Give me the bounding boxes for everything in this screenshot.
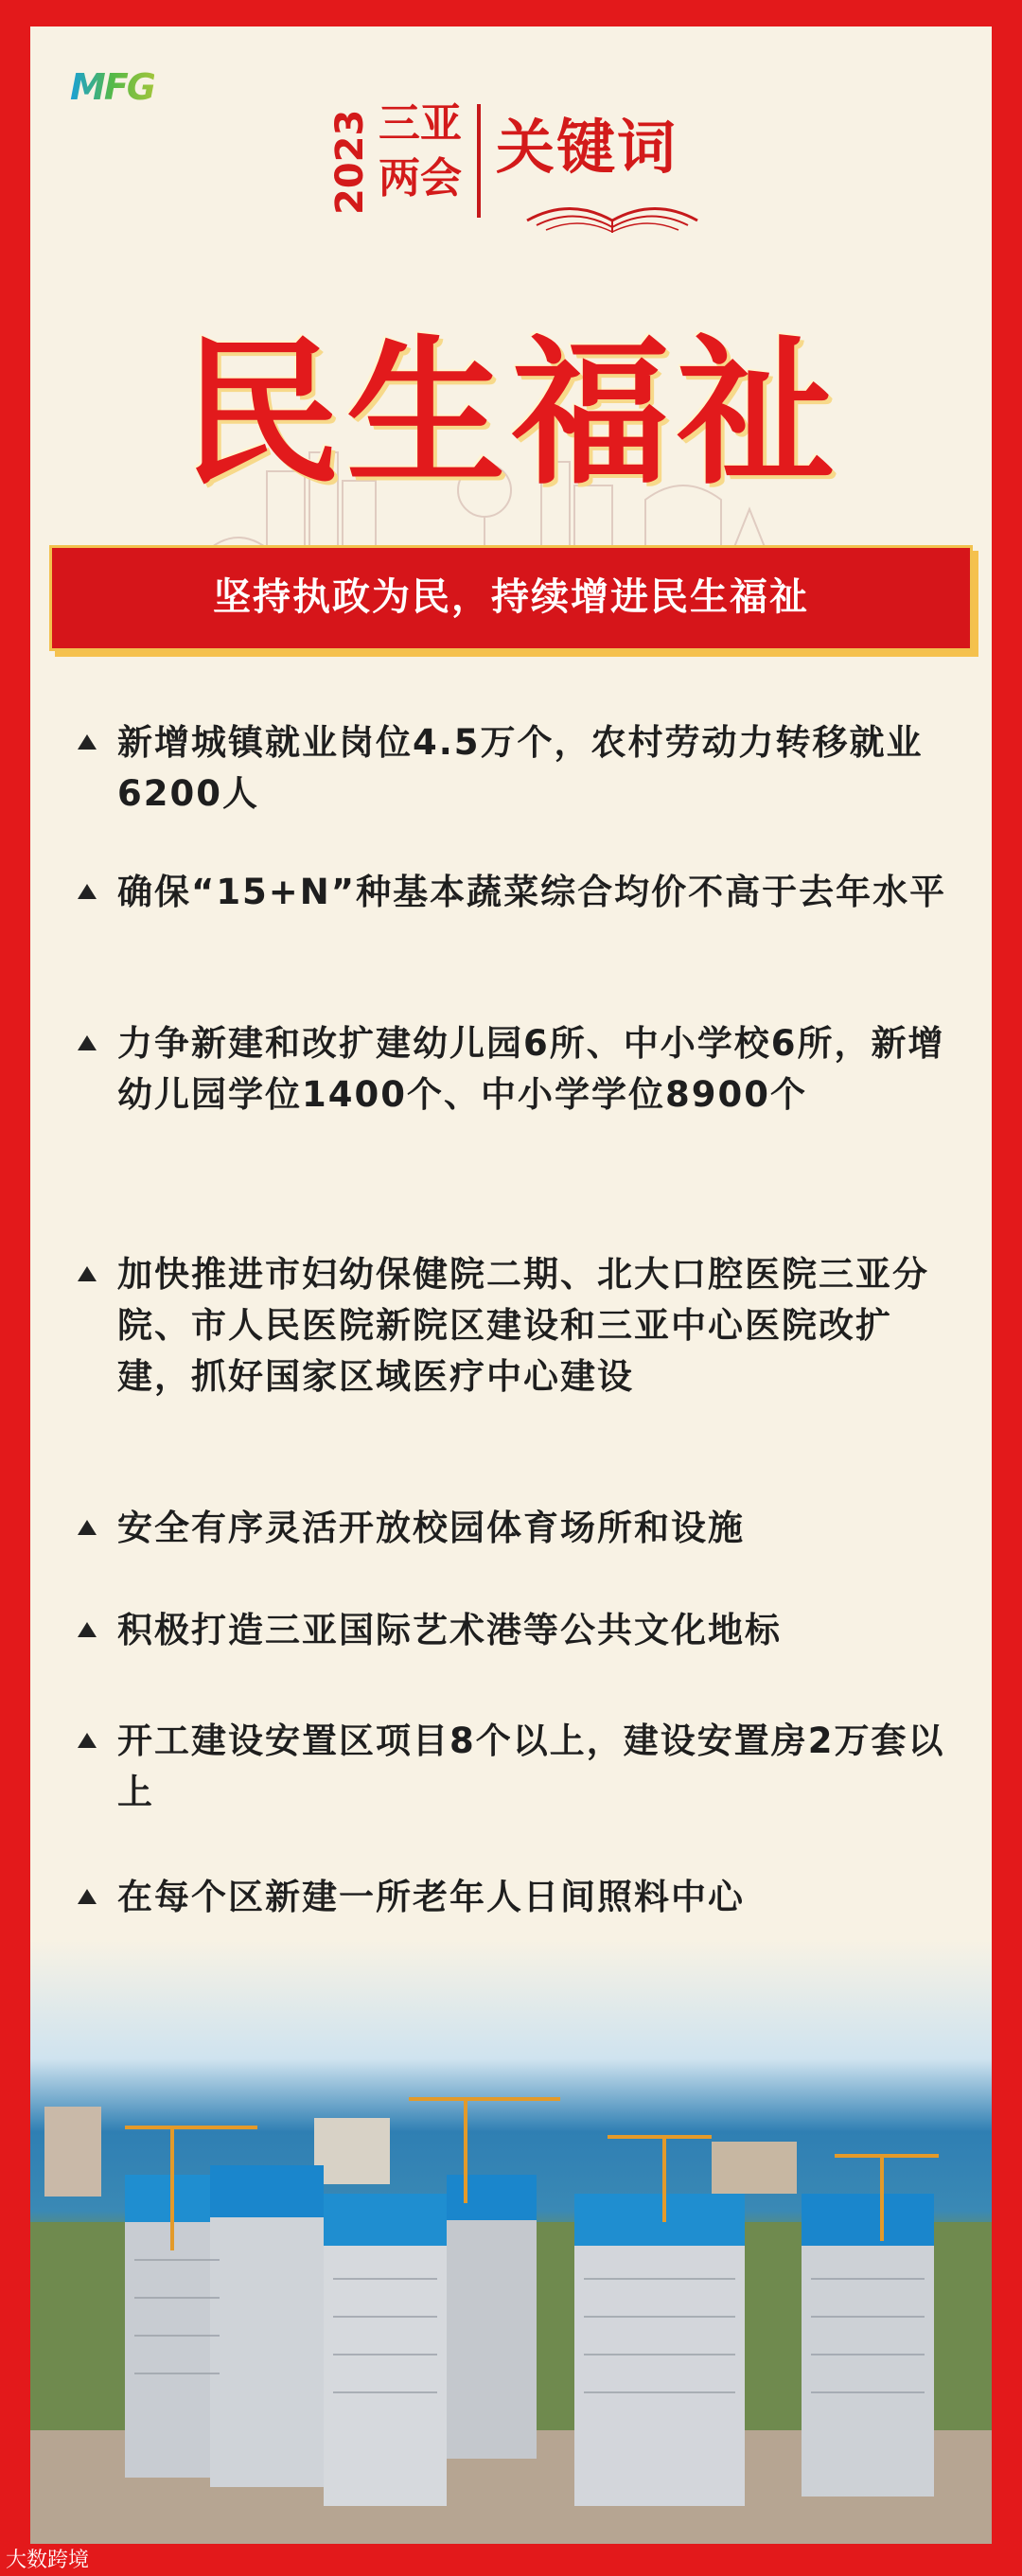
construction-site-photo xyxy=(30,1938,992,2544)
triangle-bullet-icon xyxy=(78,1266,97,1281)
logo-text: MFG xyxy=(70,66,154,108)
poster-frame xyxy=(30,26,992,2544)
list-item-text: 确保“15+N”种基本蔬菜综合均价不高于去年水平 xyxy=(117,872,947,912)
list-item-text: 新增城镇就业岗位4.5万个，农村劳动力转移就业6200人 xyxy=(117,722,924,814)
sanya-text: 三亚 xyxy=(379,99,462,148)
list-item-text: 开工建设安置区项目8个以上，建设安置房2万套以上 xyxy=(117,1720,945,1812)
watermark-text: 大数跨境 xyxy=(6,2549,90,2572)
triangle-bullet-icon xyxy=(78,1889,97,1904)
triangle-bullet-icon xyxy=(78,1622,97,1637)
triangle-bullet-icon xyxy=(78,884,97,899)
open-book-icon xyxy=(518,178,707,235)
list-item-text: 积极打造三亚国际艺术港等公共文化地标 xyxy=(117,1610,782,1650)
mfg-logo xyxy=(70,66,174,112)
list-item-text: 加快推进市妇幼保健院二期、北大口腔医院三亚分院、市人民医院新院区建设和三亚中心医院改扩建，抓好国家区域医疗中心建设 xyxy=(117,1254,929,1397)
header-divider xyxy=(477,104,481,218)
list-item-text: 力争新建和改扩建幼儿园6所、中小学校6所，新增幼儿园学位1400个、中小学学位8900个 xyxy=(117,1023,945,1115)
main-title: 民生福祉 xyxy=(182,319,840,506)
list-item-text: 安全有序灵活开放校园体育场所和设施 xyxy=(117,1508,745,1548)
sanya-lianghui-label xyxy=(379,97,473,206)
keyword-label: 关键词 xyxy=(496,113,678,182)
triangle-bullet-icon xyxy=(78,734,97,750)
list-item-text: 在每个区新建一所老年人日间照料中心 xyxy=(117,1877,745,1917)
triangle-bullet-icon xyxy=(78,1520,97,1535)
banner-text: 坚持执政为民，持续增进民生福祉 xyxy=(213,574,809,619)
watermark xyxy=(6,2544,89,2573)
year-label: 2023 xyxy=(328,109,372,215)
subtitle-banner xyxy=(49,545,973,651)
lianghui-text: 两会 xyxy=(379,154,462,203)
triangle-bullet-icon xyxy=(78,1733,97,1748)
triangle-bullet-icon xyxy=(78,1035,97,1050)
